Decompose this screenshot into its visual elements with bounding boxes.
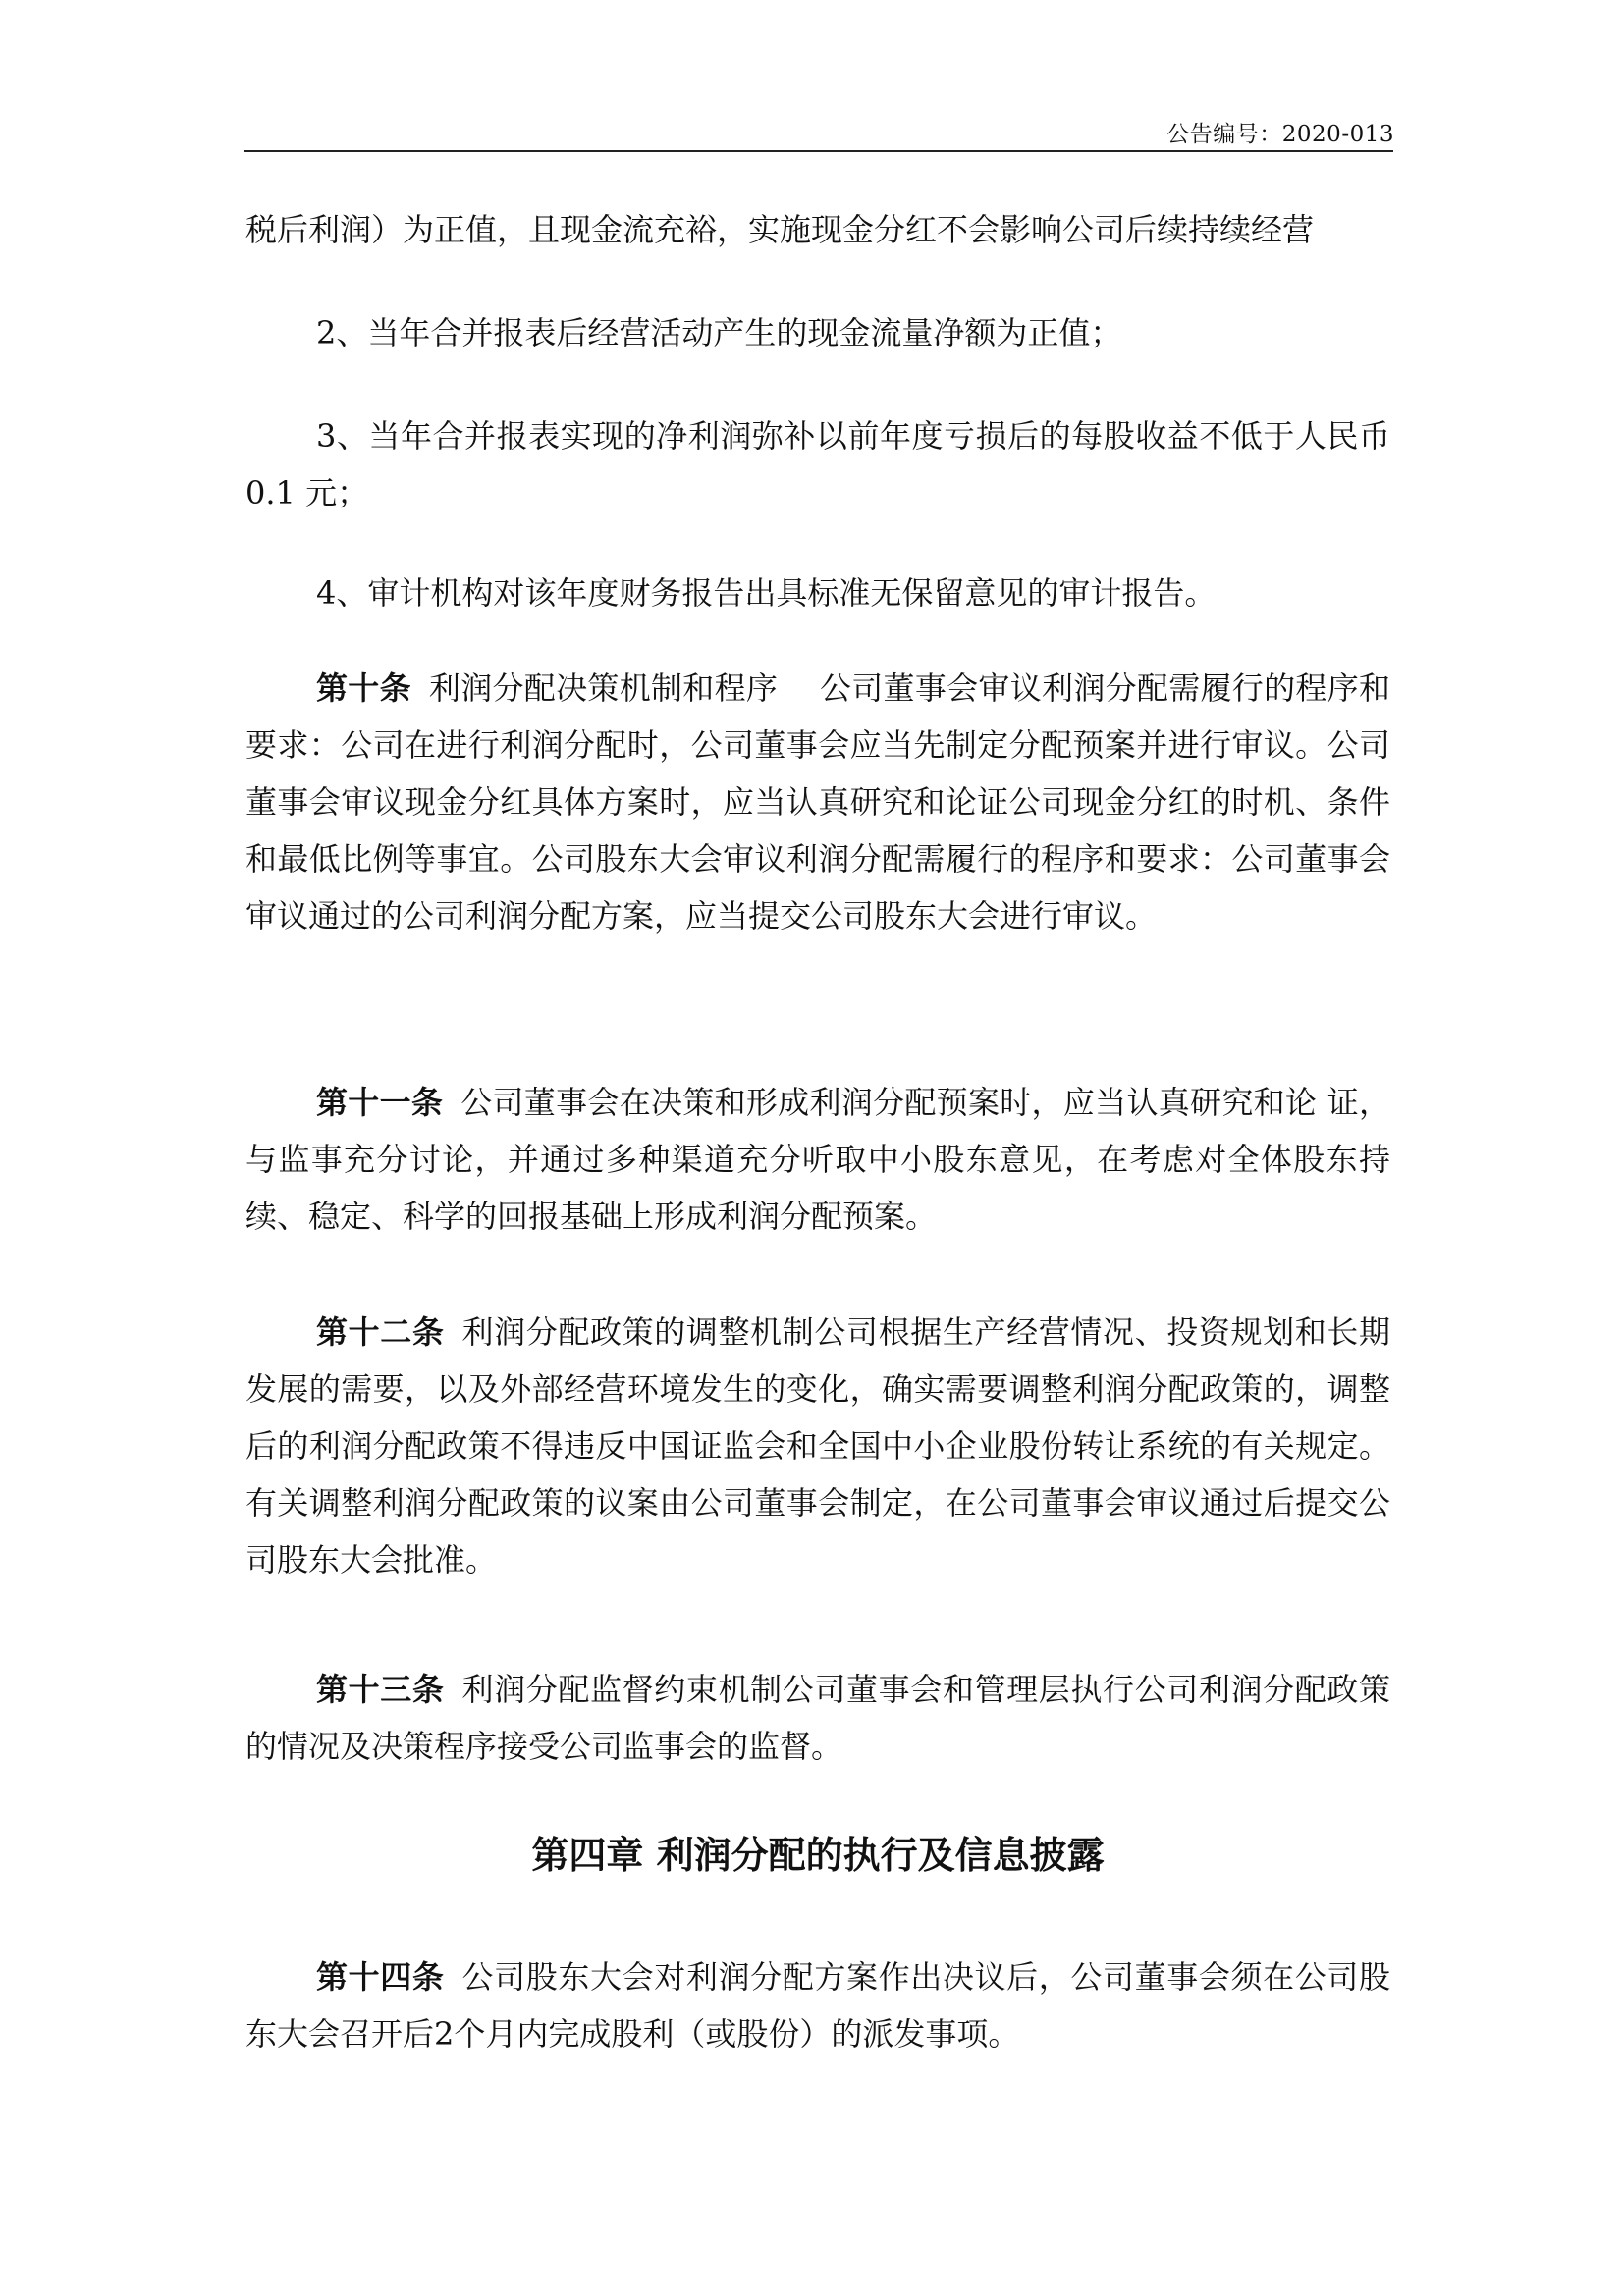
header-divider — [244, 150, 1393, 152]
paragraph-continuation — [245, 201, 1390, 258]
article-13-text: 利润分配监督约束机制公司董事会和管理层执行公司利润分配政策的情况及决策程序接受公司监事会的监督。 — [245, 1671, 1390, 1765]
article-14-heading: 第十四条 — [316, 1958, 445, 1996]
paragraph-text: 2、当年合并报表后经营活动产生的现金流量净额为正值； — [316, 314, 1122, 351]
paragraph-item-3 — [245, 407, 1390, 521]
paragraph-text: 4、审计机构对该年度财务报告出具标准无保留意见的审计报告。 — [316, 574, 1217, 612]
article-10-text: 利润分配决策机制和程序 公司董事会审议利润分配需履行的程序和要求：公司在进行利润分配时，公司董事会应当先制定分配预案并进行审议。公司董事会审议现金分红具体方案时，应当认真研究和论证公司现金分红的时机、条件和最低比例等事宜。公司股东大会审议利润分配需履行的程序和要求：公司董事会审议通过的公司利润分配方案，应当提交公司股东大会进行审议。 — [245, 669, 1390, 934]
paragraph-item-4 — [245, 564, 1390, 621]
article-14-text: 公司股东大会对利润分配方案作出决议后，公司董事会须在公司股东大会召开后2个月内完成股利（或股份）的派发事项。 — [245, 1958, 1390, 2053]
paragraph-text: 税后利润）为正值，且现金流充裕，实施现金分红不会影响公司后续持续经营 — [245, 211, 1315, 248]
paragraph-item-2 — [245, 304, 1390, 361]
article-12-heading: 第十二条 — [316, 1313, 445, 1351]
article-13-heading: 第十三条 — [316, 1671, 445, 1708]
chapter-title: 第四章 利润分配的执行及信息披露 — [531, 1833, 1105, 1877]
article-12-text: 利润分配政策的调整机制公司根据生产经营情况、投资规划和长期发展的需要，以及外部经营环境发生的变化，确实需要调整利润分配政策的，调整后的利润分配政策不得违反中国证监会和全国中小企业股份转让系统的有关规定。有关调整利润分配政策的议案由公司董事会制定，在公司董事会审议通过后提交公司股东大会批准。 — [245, 1313, 1390, 1578]
article-11-heading: 第十一条 — [316, 1084, 444, 1121]
paragraph-text: 3、当年合并报表实现的净利润弥补以前年度亏损后的每股收益不低于人民币 0.1 元； — [245, 417, 1390, 511]
article-11-text: 公司董事会在决策和形成利润分配预案时，应当认真研究和论 证，与监事充分讨论，并通过多种渠道充分听取中小股东意见，在考虑对全体股东持续、稳定、科学的回报基础上形成利润分配预案。 — [245, 1084, 1390, 1235]
article-10 — [245, 660, 1390, 944]
article-13 — [245, 1661, 1390, 1775]
article-11 — [245, 1074, 1390, 1245]
article-14 — [245, 1949, 1390, 2062]
article-12 — [245, 1304, 1390, 1588]
article-10-heading: 第十条 — [316, 669, 411, 707]
announcement-number: 公告编号：2020-013 — [1166, 122, 1394, 147]
